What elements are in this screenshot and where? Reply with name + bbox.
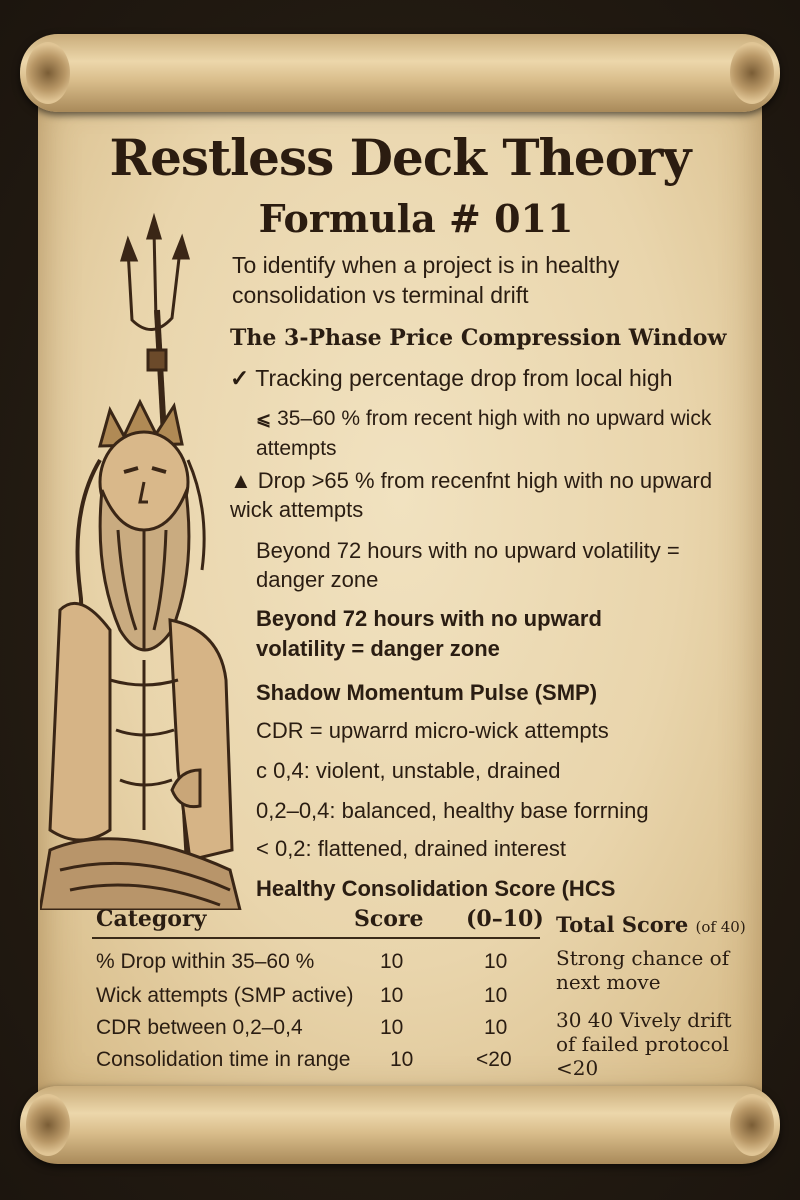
less-equal-icon: ⩽ <box>256 409 272 429</box>
total-score-drift: 30 40 Vively drift of failed protocol <20 <box>556 1008 732 1080</box>
smp-line: c 0,4: violent, unstable, drained <box>256 758 561 783</box>
intro-text: To identify when a project is in healthy consolidation vs terminal drift <box>232 252 620 308</box>
table-cell-category: Consolidation time in range <box>96 1048 351 1071</box>
section-heading-compression: The 3-Phase Price Compression Window <box>230 325 727 351</box>
list-item <box>256 404 716 463</box>
table-cell-score: 10 <box>380 1016 404 1039</box>
list-item-text: 35–60 % from recent high with no upward wick attempts <box>256 407 712 460</box>
formula-subtitle: Formula # 011 <box>258 196 574 241</box>
smp-line: CDR = upwarrd micro-wick attempts <box>256 718 609 743</box>
list-item <box>230 466 720 524</box>
table-cell-range: 10 <box>484 1016 508 1039</box>
scroll-top-roll <box>20 34 780 112</box>
list-item-text: Drop >65 % from recenfnt high with no upward wick attempts <box>230 468 713 522</box>
table-header-range: (0–10) <box>466 906 544 932</box>
checkmark-icon: ✓ <box>230 365 250 391</box>
table-divider <box>92 937 540 939</box>
list-item <box>230 364 730 393</box>
table-header-category: Category <box>96 906 207 932</box>
table-cell-category: % Drop within 35–60 % <box>96 950 315 973</box>
table-cell-range: 10 <box>484 950 508 973</box>
poseidon-illustration <box>40 210 250 910</box>
total-score-scale: (of 40) <box>695 918 746 936</box>
warning-triangle-icon: ▲ <box>230 468 252 493</box>
danger-zone-note: Beyond 72 hours with no upward volatility = danger zone <box>256 606 602 661</box>
table-cell-range: <20 <box>476 1048 512 1071</box>
list-item-text: Tracking percentage drop from local high <box>255 365 673 391</box>
table-cell-score: 10 <box>380 984 404 1007</box>
table-cell-score: 10 <box>390 1048 414 1071</box>
smp-line: 0,2–0,4: balanced, healthy base forrning <box>256 798 649 823</box>
table-header-score: Score <box>354 906 424 932</box>
total-score-heading <box>556 912 746 937</box>
total-score-strong: Strong chance of next move <box>556 946 730 994</box>
page-title: Restless Deck Theory <box>109 128 691 187</box>
smp-line: < 0,2: flattened, drained interest <box>256 836 567 861</box>
list-item-text: Beyond 72 hours with no upward volatility = danger zone <box>256 538 680 592</box>
total-score-label: Total Score <box>556 912 689 937</box>
section-heading-smp: Shadow Momentum Pulse (SMP) <box>256 680 598 705</box>
list-item <box>256 536 726 594</box>
table-cell-category: Wick attempts (SMP active) <box>96 984 354 1007</box>
scroll-bottom-roll <box>20 1086 780 1164</box>
table-cell-range: 10 <box>484 984 508 1007</box>
table-cell-category: CDR between 0,2–0,4 <box>96 1016 303 1039</box>
section-heading-hcs: Healthy Consolidation Score (HCS <box>256 876 616 901</box>
table-cell-score: 10 <box>380 950 404 973</box>
